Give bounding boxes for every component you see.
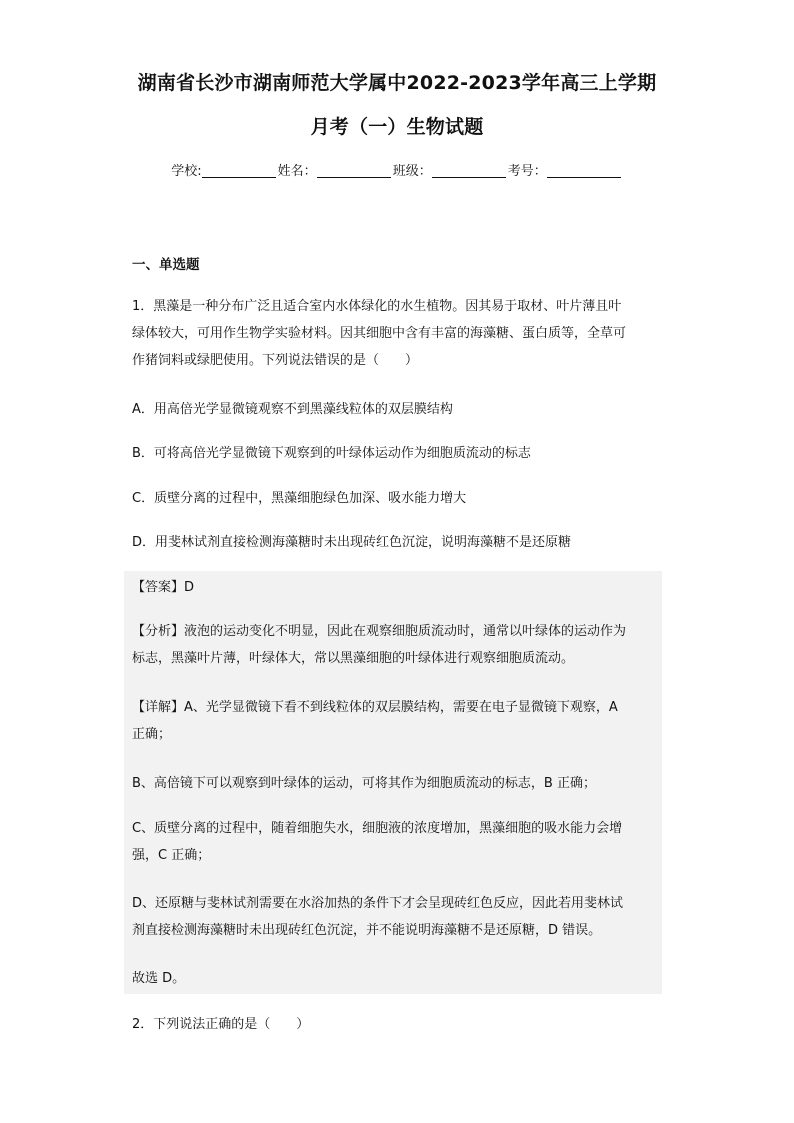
question-1-stem bbox=[132, 293, 662, 374]
option-c: C．质壁分离的过程中，黑藻细胞绿色加深、吸水能力增大 bbox=[132, 491, 467, 506]
exam-title-line-1: 湖南省长沙市湖南师范大学属中2022-2023学年高三上学期 bbox=[137, 72, 657, 94]
class-blank bbox=[432, 163, 506, 178]
detail-a-block bbox=[132, 694, 662, 748]
detail-c-block bbox=[132, 815, 662, 869]
question-1-stem-line: 1．黑藻是一种分布广泛且适合室内水体绿化的水生植物。因其易于取材、叶片薄且叶 bbox=[132, 299, 622, 314]
name-label: 姓名： bbox=[277, 164, 317, 179]
question-1-stem-line: 作猪饲料或绿肥使用。下列说法错误的是（ ） bbox=[132, 353, 419, 368]
detail-b-block bbox=[132, 770, 662, 797]
option-b: B．可将高倍光学显微镜下观察到的叶绿体运动作为细胞质流动的标志 bbox=[132, 446, 531, 461]
name-blank bbox=[317, 163, 391, 178]
detail-d-block bbox=[132, 890, 662, 944]
detail-line: 强，C 正确； bbox=[132, 848, 211, 863]
detail-line: D、还原糖与斐林试剂需要在水浴加热的条件下才会呈现砖红色反应，因此若用斐林试 bbox=[132, 896, 624, 911]
detail-line: B、高倍镜下可以观察到叶绿体的运动，可将其作为细胞质流动的标志，B 正确； bbox=[132, 776, 596, 791]
option-d: D．用斐林试剂直接检测海藻糖时未出现砖红色沉淀，说明海藻糖不是还原糖 bbox=[132, 535, 572, 550]
class-label: 班级： bbox=[392, 164, 432, 179]
answer-line: 【答案】D bbox=[132, 580, 195, 595]
analysis-line: 标志，黑藻叶片薄，叶绿体大，常以黑藻细胞的叶绿体进行观察细胞质流动。 bbox=[132, 651, 575, 666]
detail-line: 剂直接检测海藻糖时未出现砖红色沉淀，并不能说明海藻糖不是还原糖，D 错误。 bbox=[132, 923, 602, 938]
question-2-stem: 2．下列说法正确的是（ ） bbox=[132, 1017, 310, 1032]
detail-line: 正确； bbox=[132, 727, 172, 742]
question-1-stem-line: 绿体较大，可用作生物学实验材料。因其细胞中含有丰富的海藻糖、蛋白质等，全草可 bbox=[132, 326, 627, 341]
exam-number-label: 考号： bbox=[507, 164, 547, 179]
detail-line: 【详解】A、光学显微镜下看不到线粒体的双层膜结构，需要在电子显微镜下观察，A bbox=[132, 700, 618, 715]
school-label: 学校: bbox=[171, 164, 202, 179]
analysis-line: 【分析】液泡的运动变化不明显，因此在观察细胞质流动时，通常以叶绿体的运动作为 bbox=[132, 624, 627, 639]
option-a: A．用高倍光学显微镜观察不到黑藻线粒体的双层膜结构 bbox=[132, 402, 453, 417]
exam-title-line-2: 月考（一）生物试题 bbox=[310, 116, 484, 138]
detail-line: C、质壁分离的过程中，随着细胞失水，细胞液的浓度增加，黑藻细胞的吸水能力会增 bbox=[132, 821, 623, 836]
exam-number-blank bbox=[547, 163, 621, 178]
section-title: 一、单选题 bbox=[132, 257, 200, 273]
school-blank bbox=[202, 163, 276, 178]
conclusion-line: 故选 D。 bbox=[132, 971, 186, 986]
student-info-row bbox=[0, 160, 794, 179]
analysis-block bbox=[132, 618, 662, 672]
